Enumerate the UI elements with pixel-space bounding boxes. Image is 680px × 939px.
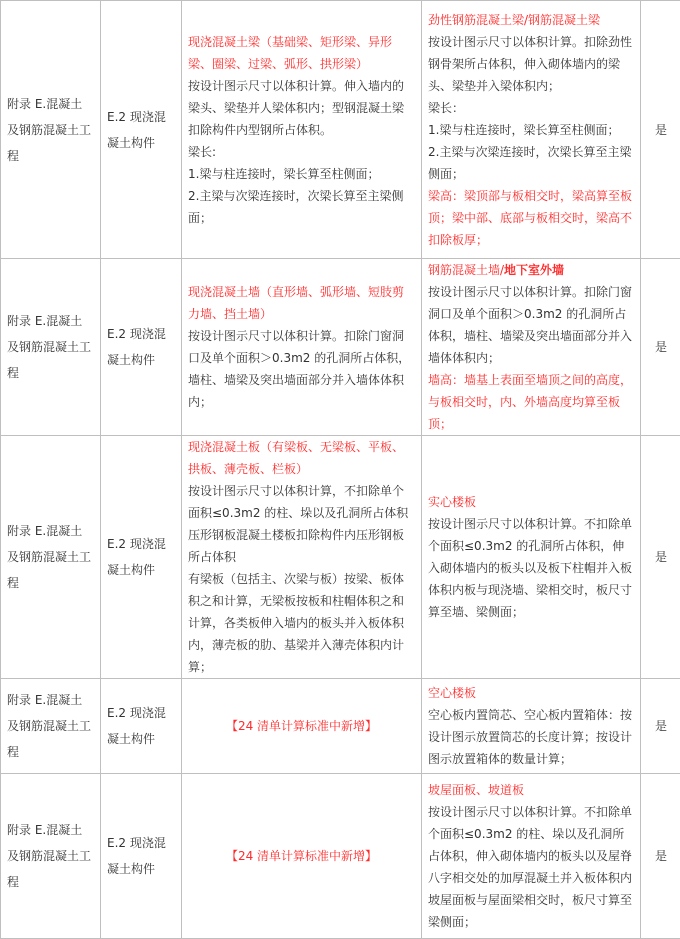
new-rule-line: 按设计图示尺寸以体积计算。不扣除单个面积≤0.3m2 的孔洞所占体积，伸入砌体墙内的板头以及板下柱帽并入板体积内板与现浇墙、梁相交时，板尺寸算至墙、梁侧面； <box>428 513 634 623</box>
old-rule-cell <box>182 436 422 679</box>
appendix-cell: 附录 E.混凝土及钢筋混凝土工程 <box>1 1 101 259</box>
new-rule-title: 劲性钢筋混凝土梁/钢筋混凝土梁 <box>428 9 634 31</box>
old-rule-title: 现浇混凝土墙（直形墙、弧形墙、短肢剪力墙、挡土墙） <box>188 281 415 325</box>
old-rule-title: 现浇混凝土梁（基础梁、矩形梁、异形梁、圈梁、过梁、弧形、拱形梁） <box>188 31 415 75</box>
old-rule-title: 现浇混凝土板（有梁板、无梁板、平板、拱板、薄壳板、栏板） <box>188 436 415 480</box>
old-rule-cell <box>182 259 422 436</box>
new-rule-line: 1.梁与柱连接时，梁长算至柱侧面； <box>428 119 634 141</box>
new-rule-cell <box>422 679 641 774</box>
table-row <box>1 259 680 436</box>
old-rule-line: 按设计图示尺寸以体积计算，不扣除单个面积≤0.3m2 的柱、垛以及孔洞所占体积 <box>188 480 415 524</box>
new-rule-cell <box>422 436 641 679</box>
old-rule-line: 有梁板（包括主、次梁与板）按梁、板体积之和计算，无梁板按板和柱帽体积之和计算，各类板伸入墙内的板头并入板体积内，薄壳板的肋、基梁并入薄壳体积内计算； <box>188 568 415 678</box>
appendix-cell: 附录 E.混凝土及钢筋混凝土工程 <box>1 679 101 774</box>
appendix-cell: 附录 E.混凝土及钢筋混凝土工程 <box>1 259 101 436</box>
old-rule-cell <box>182 1 422 259</box>
old-rule-line: 梁长: <box>188 141 415 163</box>
new-rule-cell <box>422 259 641 436</box>
answer-cell: 是 <box>641 774 680 939</box>
old-rule-line: 1.梁与柱连接时，梁长算至柱侧面； <box>188 163 415 185</box>
new-item-marker: 【24 清单计算标准中新增】 <box>182 679 422 774</box>
new-item-marker: 【24 清单计算标准中新增】 <box>182 774 422 939</box>
section-cell: E.2 现浇混凝土构件 <box>101 436 182 679</box>
appendix-cell: 附录 E.混凝土及钢筋混凝土工程 <box>1 436 101 679</box>
answer-cell: 是 <box>641 259 680 436</box>
section-cell: E.2 现浇混凝土构件 <box>101 679 182 774</box>
new-rule-red-note: 墙高：墙基上表面至墙顶之间的高度，与板相交时，内、外墙高度均算至板顶； <box>428 369 634 435</box>
new-rule-line: 2.主梁与次梁连接时，次梁长算至主梁侧面； <box>428 141 634 185</box>
new-rule-cell <box>422 1 641 259</box>
section-cell: E.2 现浇混凝土构件 <box>101 259 182 436</box>
new-rule-title-part: 钢筋混凝土墙/ <box>428 263 504 277</box>
old-rule-line: 2.主梁与次梁连接时，次梁长算至主梁侧面； <box>188 185 415 229</box>
answer-cell: 是 <box>641 1 680 259</box>
answer-cell: 是 <box>641 436 680 679</box>
new-rule-line: 按设计图示尺寸以体积计算。不扣除单个面积≤0.3m2 的柱、垛以及孔洞所占体积，伸入砌体墙内的板头以及屋脊八字相交处的加厚混凝土并入板体积内坡屋面板与屋面梁相交时，板尺寸算至梁侧面； <box>428 801 634 933</box>
old-rule-line: 压形钢板混凝土楼板扣除构件内压形钢板所占体积 <box>188 524 415 568</box>
appendix-cell: 附录 E.混凝土及钢筋混凝土工程 <box>1 774 101 939</box>
new-rule-title-emphasis: 地下室外墙 <box>504 263 564 277</box>
new-rule-title: 实心楼板 <box>428 491 634 513</box>
new-rule-line: 空心板内置筒芯、空心板内置箱体：按设计图示放置筒芯的长度计算；按设计图示放置箱体的数量计算； <box>428 704 634 770</box>
old-rule-line: 按设计图示尺寸以体积计算。伸入墙内的梁头、梁垫并人梁体积内；型钢混凝土梁扣除构件内型钢所占体积。 <box>188 75 415 141</box>
table-row <box>1 1 680 259</box>
new-rule-cell <box>422 774 641 939</box>
new-rule-line: 梁长： <box>428 97 634 119</box>
section-cell: E.2 现浇混凝土构件 <box>101 1 182 259</box>
new-rule-title: 坡屋面板、坡道板 <box>428 779 634 801</box>
answer-cell: 是 <box>641 679 680 774</box>
table-row <box>1 774 680 939</box>
new-rule-line: 按设计图示尺寸以体积计算。扣除门窗洞口及单个面积＞0.3m2 的孔洞所占体积，墙柱、墙梁及突出墙面部分并入墙体体积内； <box>428 281 634 369</box>
old-rule-line: 按设计图示尺寸以体积计算。扣除门窗洞口及单个面积＞0.3m2 的孔洞所占体积，墙柱、墙梁及突出墙面部分并入墙体体积内； <box>188 325 415 413</box>
new-rule-title: 空心楼板 <box>428 682 634 704</box>
new-rule-line: 按设计图示尺寸以体积计算。扣除劲性钢骨架所占体积，伸入砌体墙内的梁头、梁垫并入梁体积内； <box>428 31 634 97</box>
new-rule-title <box>428 259 634 281</box>
table-row <box>1 679 680 774</box>
new-rule-red-note: 梁高：梁顶部与板相交时，梁高算至板顶；梁中部、底部与板相交时，梁高不扣除板厚； <box>428 185 634 251</box>
table-row <box>1 436 680 679</box>
section-cell: E.2 现浇混凝土构件 <box>101 774 182 939</box>
